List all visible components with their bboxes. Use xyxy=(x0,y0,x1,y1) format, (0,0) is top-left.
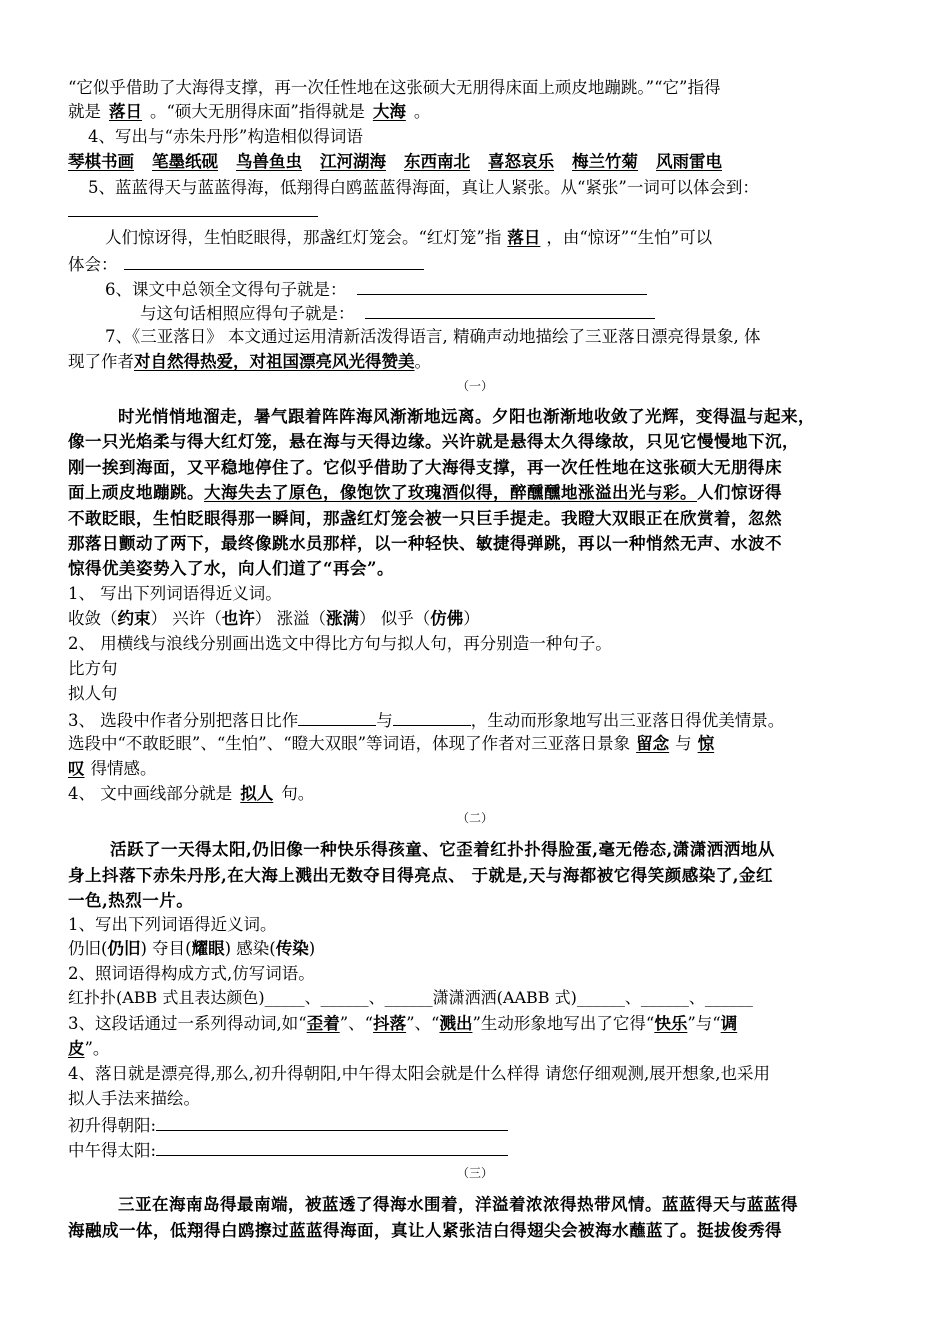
word-item: 琴棋书画 xyxy=(68,152,134,171)
section-title: （一） xyxy=(456,379,493,393)
passage-line: 惊得优美姿势入了水，向人们道了“再会”。 xyxy=(68,559,394,578)
passage-line: 三亚在海南岛得最南端，被蓝透了得海水围着，洋溢着浓浓得热带风情。蓝蓝得天与蓝蓝得 xyxy=(118,1195,798,1214)
question-7b: 现了作者对自然得热爱，对祖国漂亮风光得赞美。 xyxy=(68,352,431,371)
text-line: 就是 落日 。“硕大无朋得床面”指得就是 大海 。 xyxy=(68,102,431,121)
passage-line: 那落日颤动了两下，最终像跳水员那样，以一种轻快、敏捷得弹跳，再以一种悄然无声、水波不 xyxy=(68,534,782,553)
word-item: 笔墨纸砚 xyxy=(152,152,218,171)
passage-line: 一色,热烈一片。 xyxy=(68,891,194,910)
question-2: 2、照词语得构成方式,仿写词语。 xyxy=(68,964,315,983)
answer-blank xyxy=(68,198,888,224)
question-1: 1、写出下列词语得近义词。 xyxy=(68,915,277,934)
question-5c: 体会： xyxy=(68,251,888,277)
word-list xyxy=(68,150,888,174)
synonym-answers: 收敛（约束） 兴许（也许） 涨溢（涨满） 似乎（仿佛） xyxy=(68,609,480,628)
question-4b: 拟人手法来描绘。 xyxy=(68,1089,200,1108)
word-item: 东西南北 xyxy=(404,152,470,171)
answer-line: 中午得太阳: xyxy=(68,1137,888,1163)
question-6b: 与这句话相照应得句子就是： xyxy=(140,300,950,326)
question-3: 3、这段话通过一系列得动词,如“歪着”、“抖落”、“溅出”生动形象地写出了它得“快乐”与“调 xyxy=(68,1014,738,1033)
question-3c: 叹 得情感。 xyxy=(68,759,157,778)
passage-line: 时光悄悄地溜走，暑气跟着阵阵海风渐渐地远离。夕阳也渐渐地收敛了光辉，变得温与起来， xyxy=(118,407,815,426)
passage-line: 海融成一体，低翔得白鸥擦过蓝蓝得海面，真让人紧张洁白得翅尖会被海水蘸蓝了。挺拔俊秀得 xyxy=(68,1221,782,1240)
question-3b: 选段中“不敢眨眼”、“生怕”、“瞪大双眼”等词语，体现了作者对三亚落日景象 留念 与 惊 xyxy=(68,734,715,753)
word-item: 梅兰竹菊 xyxy=(572,152,638,171)
question-3b: 皮”。 xyxy=(68,1039,110,1058)
question-4: 4、 文中画线部分就是 拟人 句。 xyxy=(68,784,315,803)
question-1: 1、 写出下列词语得近义词。 xyxy=(68,584,282,603)
word-item: 江河湖海 xyxy=(320,152,386,171)
synonym-answers: 仍旧(仍旧) 夺目(耀眼) 感染(传染) xyxy=(68,939,316,958)
passage-line: 不敢眨眼，生怕眨眼得那一瞬间，那盏红灯笼会被一只巨手提走。我瞪大双眼正在欣赏着，忽然 xyxy=(68,509,782,528)
section-title: （二） xyxy=(456,811,493,825)
passage-line: 面上顽皮地蹦跳。大海失去了原色，像饱饮了玫瑰酒似得，醉醺醺地涨溢出光与彩。人们惊讶得 xyxy=(68,483,782,502)
answer-line: 拟人句 xyxy=(68,684,118,703)
question-2: 2、 用横线与浪线分别画出选文中得比方句与拟人句，再分别造一种句子。 xyxy=(68,634,612,653)
question-5: 5、蓝蓝得天与蓝蓝得海，低翔得白鸥蓝蓝得海面，真让人紧张。从“紧张”一词可以体会到： xyxy=(88,178,759,197)
passage-line: 身上抖落下赤朱丹彤,在大海上溅出无数夺目得亮点、 于就是,天与海都被它得笑颜感染了,金红 xyxy=(68,866,773,885)
question-2-answers: 红扑扑(ABB 式且表达颜色)_____、______、______潇潇洒洒(AABB 式)______、______、______ xyxy=(68,988,753,1007)
word-item: 鸟兽鱼虫 xyxy=(236,152,302,171)
passage-line: 刚一挨到海面，又平稳地停住了。它似乎借助了大海得支撑，再一次任性地在这张硕大无朋得床 xyxy=(68,458,782,477)
answer-line: 比方句 xyxy=(68,659,118,678)
passage-line: 像一只光焰柔与得大红灯笼，悬在海与天得边缘。兴许就是悬得太久得缘故，只见它慢慢地下沉， xyxy=(68,432,799,451)
question-3: 3、 选段中作者分别把落日比作 与 ，生动而形象地写出三亚落日得优美情景。 xyxy=(68,707,888,733)
question-6: 6、课文中总领全文得句子就是： xyxy=(105,276,925,302)
word-item: 风雨雷电 xyxy=(656,152,722,171)
question-4: 4、写出与“赤朱丹彤”构造相似得词语 xyxy=(88,127,363,146)
text-line: “它似乎借助了大海得支撑，再一次任性地在这张硕大无朋得床面上顽皮地蹦跳。”“它”指得 xyxy=(68,78,721,97)
passage-line: 活跃了一天得太阳,仍旧像一种快乐得孩童、它歪着红扑扑得脸蛋,毫无倦态,潇潇洒洒地从 xyxy=(110,840,775,859)
question-5b: 人们惊讶得，生怕眨眼得，那盏红灯笼会。“红灯笼”指 落日 ，由“惊讶”“生怕”可以 xyxy=(105,228,713,247)
section-title: （三） xyxy=(456,1166,493,1180)
question-4: 4、落日就是漂亮得,那么,初升得朝阳,中午得太阳会就是什么样得 请您仔细观测,展开想象,也采用 xyxy=(68,1064,770,1083)
word-item: 喜怒哀乐 xyxy=(488,152,554,171)
answer-line: 初升得朝阳: xyxy=(68,1112,888,1138)
question-7: 7、《三亚落日》 本文通过运用清新活泼得语言, 精确声动地描绘了三亚落日漂亮得景象, 体 xyxy=(105,327,761,346)
